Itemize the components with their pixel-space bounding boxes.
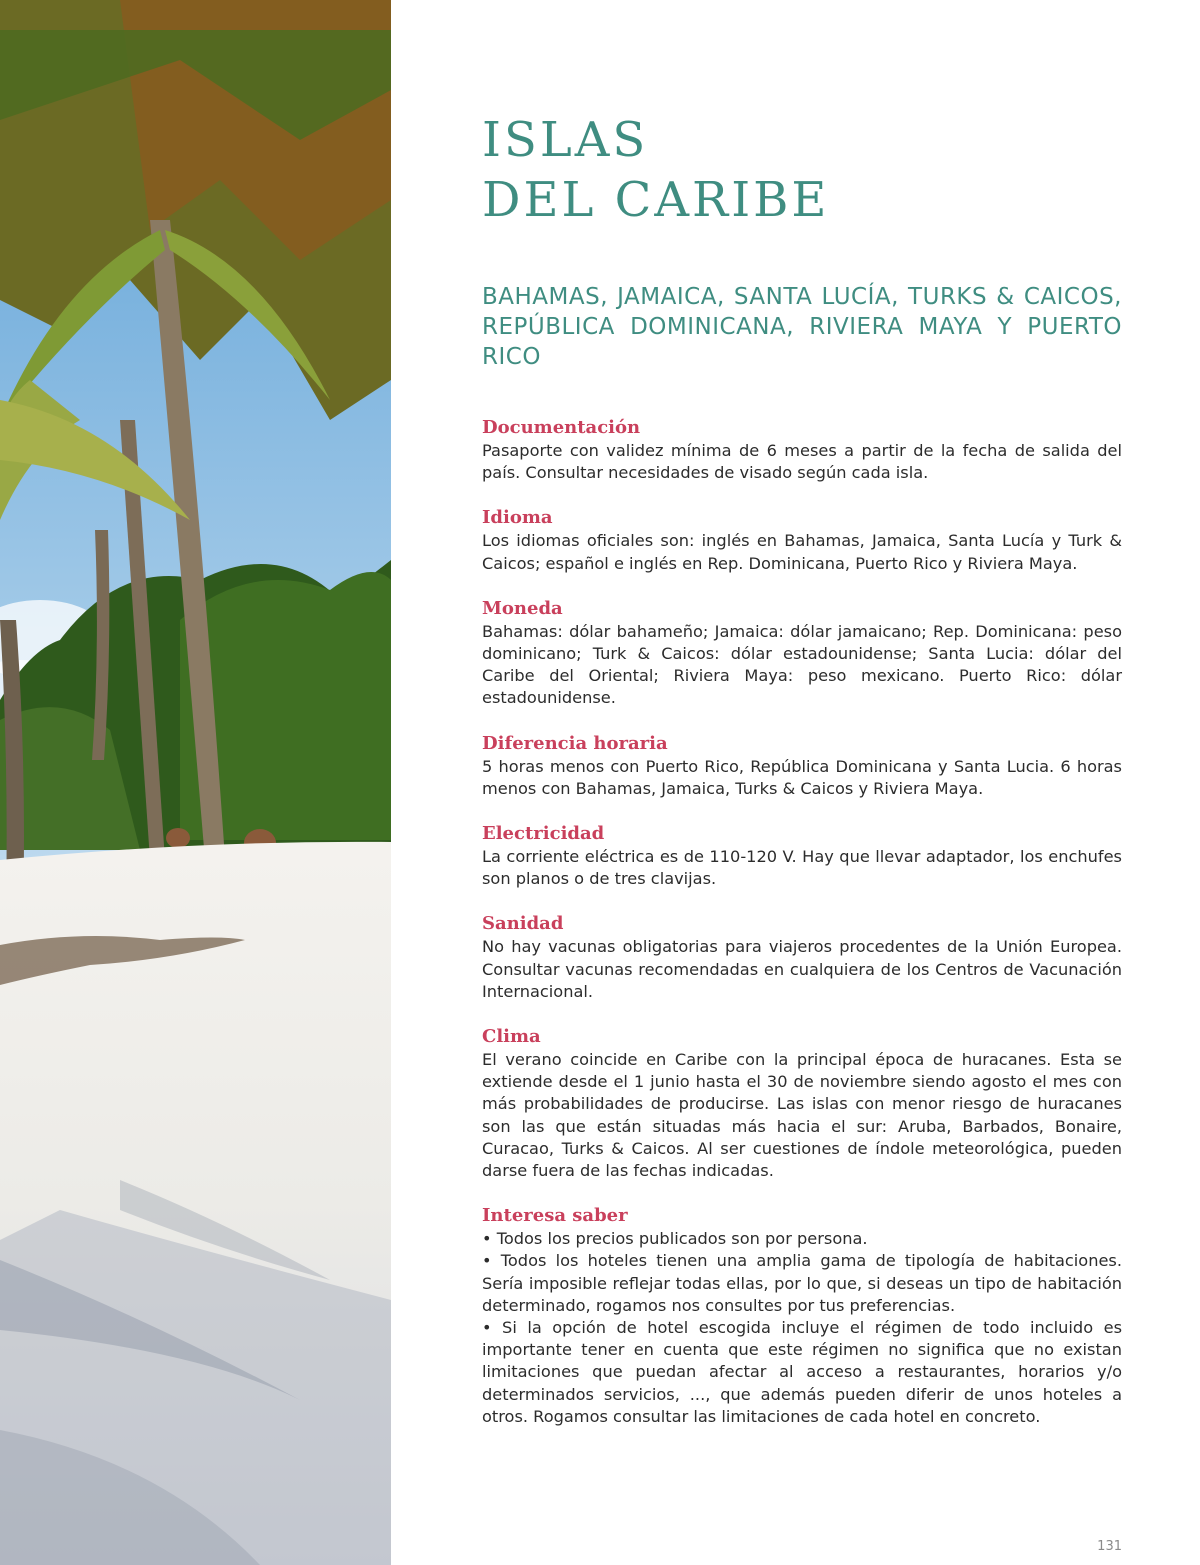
section-idioma (482, 506, 1122, 574)
beach-palm-photo (0, 0, 391, 1565)
section-body: 5 horas menos con Puerto Rico, República Dominicana y Santa Lucia. 6 horas menos con Bahamas, Jamaica, Turks & Caicos y Riviera Maya. (482, 756, 1122, 798)
section-interesa-saber (482, 1204, 1122, 1428)
section-heading: Interesa saber (482, 1205, 628, 1227)
section-moneda (482, 597, 1122, 710)
bullet-item: • Todos los hoteles tienen una amplia gama de tipología de habitaciones. Sería imposible reflejar todas ellas, por lo que, si deseas un tipo de habitación determinado, rogamos nos consultes por tus preferencias. (482, 1251, 1122, 1315)
section-heading: Electricidad (482, 823, 605, 845)
title-line-1: ISLAS (482, 112, 649, 168)
destinations-subtitle: BAHAMAS, JAMAICA, SANTA LUCÍA, TURKS & CAICOS, REPÚBLICA DOMINICANA, RIVIERA MAYA Y PUERTO RICO (482, 284, 1122, 370)
section-body: Pasaporte con validez mínima de 6 meses a partir de la fecha de salida del país. Consultar necesidades de visado según cada isla. (482, 441, 1122, 483)
bullet-item: • Todos los precios publicados son por persona. (482, 1229, 868, 1249)
section-diferencia-horaria (482, 732, 1122, 800)
info-sections (482, 416, 1122, 1428)
section-body: Bahamas: dólar bahameño; Jamaica: dólar jamaicano; Rep. Dominicana: peso dominicano; Turk & Caicos: dólar estadounidense; Santa Lucia: dólar del Caribe del Oriental; Riviera Maya: peso mexicano. Puerto Rico: dólar estadounidense. (482, 621, 1122, 708)
section-heading: Idioma (482, 507, 553, 529)
content-column (482, 110, 1122, 1450)
section-heading: Sanidad (482, 913, 564, 935)
section-electricidad (482, 822, 1122, 890)
section-sanidad (482, 912, 1122, 1003)
section-documentacion (482, 416, 1122, 484)
page-title (482, 110, 1122, 230)
section-heading: Moneda (482, 597, 563, 619)
page-number: 131 (1097, 1539, 1122, 1554)
section-body: Los idiomas oficiales son: inglés en Bahamas, Jamaica, Santa Lucía y Turk & Caicos; español e inglés en Rep. Dominicana, Puerto Rico y Riviera Maya. (482, 531, 1122, 573)
title-line-2: DEL CARIBE (482, 172, 830, 228)
section-body: No hay vacunas obligatorias para viajeros procedentes de la Unión Europea. Consultar vacunas recomendadas en cualquiera de los Centros de Vacunación Internacional. (482, 937, 1122, 1001)
section-body: El verano coincide en Caribe con la principal época de huracanes. Esta se extiende desde el 1 junio hasta el 30 de noviembre siendo agosto el mes con más probabilidades de producirse. Las islas con menor riesgo de huracanes son las que están situadas más hacia el sur: Aruba, Barbados, Bonaire, Curacao, Turks & Caicos. Al ser cuestiones de índole meteorológica, pueden darse fuera de las fechas indicadas. (482, 1050, 1122, 1181)
section-body: La corriente eléctrica es de 110-120 V. Hay que llevar adaptador, los enchufes son planos o de tres clavijas. (482, 847, 1122, 889)
section-heading: Documentación (482, 417, 641, 438)
section-heading: Clima (482, 1026, 541, 1048)
section-clima (482, 1025, 1122, 1182)
section-heading: Diferencia horaria (482, 732, 668, 754)
bullet-item: • Si la opción de hotel escogida incluye el régimen de todo incluido es importante tener en cuenta que este régimen no significa que no existan limitaciones que puedan afectar al acceso a restaurantes, horarios y/o determinados servicios, ..., que además pueden diferir de unos hoteles a otros. Rogamos consultar las limitaciones de cada hotel en concreto. (482, 1318, 1122, 1426)
